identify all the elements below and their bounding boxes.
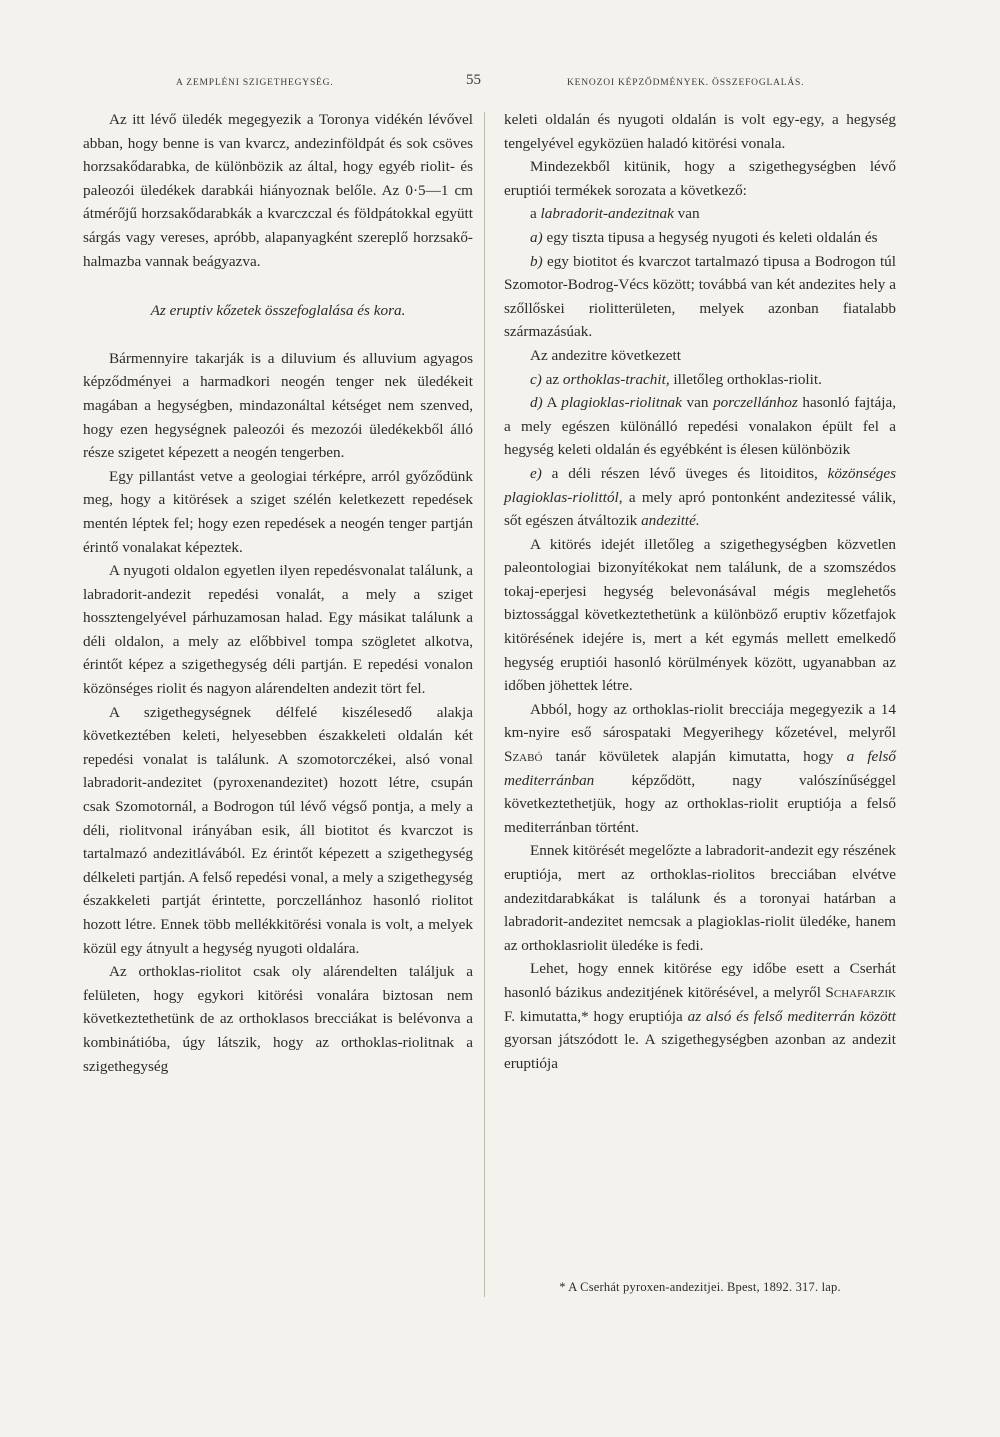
text-run: Lehet, hogy ennek kitörése egy időbe esett a Cserhát hasonló bázikus andezitjének kitörésével, a melyről	[504, 960, 896, 1001]
left-paragraph-2: Bármennyire takarják is a diluvium és alluvium agyagos képződményei a harmadkori neogén tenger nek üledékeit magában a hegységben, mindazonáltal kétséget nem szenved, hogy ezen hegységnek paleozói és mezozói üledékekből álló része szigetet képezett a neogén tengerben.	[83, 349, 473, 462]
author-name: Schafarzik	[825, 983, 896, 1001]
italic-term: az alsó és felső mediterrán között	[687, 1007, 896, 1025]
text-run: képződött, nagy valószínűséggel következtethetjük, hogy az orthoklas-riolit eruptiója a felső mediterránban történt.	[504, 771, 896, 836]
right-paragraph-7: Ennek kitörését megelőzte a labradorit-andezit egy részének eruptiója, mert az orthoklas-riolitos brecciában elvétve andezitdarabkákat is találunk és a toronyai határban a labradorit-andezitet nemcsak a plagioklas-riolit üledéke, hanem az orthoklasriolit üledéke is fedi.	[504, 842, 897, 954]
item-label: a)	[530, 228, 543, 246]
italic-term: andezitté.	[641, 512, 700, 530]
column-divider	[484, 112, 485, 1297]
item-label: d)	[530, 394, 543, 412]
text-run: gyorsan játszódott le. A szigethegységben azonban az andezit eruptiója	[504, 1031, 896, 1072]
left-paragraph-5: A szigethegységnek délfelé kiszélesedő alakja következtében keleti, helyesebben északkeleti oldalán két repedési vonalat is találunk. A szomotorczékei, alsó vonal labradorit-andezitet (pyroxenandezitet) hozott létre, csupán csak Szomotornál, a Bodrogon túl lévő végső pontja, a mely a déli, riolitvonal irányában esik, áll biotitot és kvarczot is tartalmazó andezitlávából. Ez érintőt képezett a szigethegység délkeleti partján. A felső repedési vonal, a mely a szigethegység északkeleti partját érintette, porczellánhoz hasonló riolitot hozott létre. Ennek több mellékkitörési vonala is volt, a melyek közül egy átnyult a hegység nyugoti oldalára.	[83, 703, 473, 957]
right-paragraph-4: Az andezitre következett	[530, 346, 681, 364]
list-item-e	[504, 462, 896, 533]
item-text: egy biotitot és kvarczot tartalmazó tipusa a Bodrogon túl Szomotor-Bodrog-Vécs között; továbbá van két andezites hely a szőllőskei riolitterületen, melyek azonban fiatalabb származásúak.	[504, 252, 896, 341]
left-paragraph-6: Az orthoklas-riolitot csak oly alárendelten találjuk a felületen, hogy egykori kitörési vonalára biztosan nem következtethetünk de az orthoklasos brecciákat is belévonva a kombinátióba, úgy látszik, hogy az orthoklas-riolitnak a szigethegység	[83, 963, 473, 1075]
italic-term: a felső mediterránban	[504, 748, 897, 789]
running-header	[0, 74, 1000, 94]
right-paragraph-1: keleti oldalán és nyugoti oldalán is volt egy-egy, a hegység tengelyével egyközüen haladó kitörési vonala.	[504, 111, 896, 152]
right-paragraph-2: Mindezekből kitünik, hogy a szigethegységben lévő eruptiói termékek sorozata a következő:	[504, 158, 896, 199]
item-text: illetőleg orthoklas-riolit.	[669, 370, 822, 388]
item-text: van	[681, 394, 714, 412]
list-item-d	[504, 391, 896, 462]
text-run: van	[673, 205, 700, 223]
left-column	[83, 108, 473, 1078]
author-name: Szabó	[504, 748, 543, 766]
italic-term: közönséges plagioklas-riolittól,	[504, 464, 896, 506]
text-run: F. kimutatta,* hogy eruptiója	[504, 1007, 688, 1025]
item-text: az	[541, 370, 563, 388]
text-run: Abból, hogy az orthoklas-riolit brecciája megegyezik a 14 km-nyire eső sárospataki Megyerihegy kőzetével, melyről	[504, 700, 896, 742]
page-number: 55	[466, 72, 481, 88]
item-text: a mely apró pontonként andezitessé válik, sőt egészen átváltozik	[504, 488, 896, 530]
italic-term: porczellánhoz	[713, 394, 798, 412]
item-text: a déli részen lévő üveges és litoiditos,	[541, 464, 828, 482]
right-paragraph-8	[504, 957, 896, 1075]
item-text: egy tiszta tipusa a hegység nyugoti és keleti oldalán és	[542, 228, 878, 246]
right-paragraph-3	[504, 202, 896, 226]
text-run: a	[530, 205, 541, 223]
right-paragraph-6	[504, 698, 896, 840]
footnote: * A Cserhát pyroxen-andezitjei. Bpest, 1892. 317. lap.	[559, 1280, 841, 1294]
header-left-title: A ZEMPLÉNI SZIGETHEGYSÉG.	[176, 78, 334, 88]
italic-term: plagioklas-riolitnak	[561, 394, 682, 412]
list-item-c	[504, 368, 896, 392]
header-right-title: KENOZOI KÉPZŐDMÉNYEK. ÖSSZEFOGLALÁS.	[567, 78, 805, 88]
italic-term: labradorit-andezitnak	[540, 205, 674, 223]
right-column	[504, 108, 896, 1075]
item-text: A	[542, 394, 562, 412]
list-item-a	[504, 226, 896, 250]
left-paragraph-4: A nyugoti oldalon egyetlen ilyen repedésvonalat találunk, a labradorit-andezit repedési vonalát, a mely a sziget hossztengelyével párhuzamosan halad. Egy másikat találunk a déli oldalon, a mely az előbbivel tompa szögletet alkotva, érintőt képez a szigethegység déli partján. E repedési vonalon közönséges riolit és nagyon alárendelten andezit tört fel.	[83, 562, 473, 698]
item-label: b)	[530, 252, 543, 270]
item-text: hasonló fajtája, a mely egészen különálló repedési vonalakon épült fel a hegység keleti oldalán és egyébként is élesen különbözik	[504, 394, 896, 459]
italic-term: orthoklas-trachit,	[562, 370, 670, 388]
list-item-b	[504, 250, 896, 344]
left-paragraph-1: Az itt lévő üledék megegyezik a Toronya vidékén lévővel abban, hogy benne is van kvarcz, andezinföldpát és sok csöves horzsakődarabka, de különbözik az által, hogy egyéb riolit- és paleozói üledékek darabkái hiányoznak belőle. Az 0·5—1 cm átmérőjű horzsakődarabkák a kvarczczal és földpátokkal együtt sárgás vagy vereses, apróbb, alapanyagként szereplő horzsakő-halmazba vannak beágyazva.	[83, 111, 473, 270]
text-run: tanár kövületek alapján kimutatta, hogy	[542, 748, 847, 766]
item-label: e)	[530, 464, 542, 482]
section-title: Az eruptiv kőzetek összefoglalása és kora.	[150, 302, 406, 320]
item-label: c)	[530, 370, 542, 388]
right-paragraph-5: A kitörés idejét illetőleg a szigethegységben közvetlen paleontologiai bizonyítékokat nem találunk, de a szomszédos tokaj-eperjesi hegység belevonásával mégis meglehetős biztossággal következtethetünk a különböző eruptiv kőzetfajok kitörésének idejére is, mert a két egymás mellett emelkedő hegység eruptiói hasonló körülmények között, ugyanabban az időben jöhettek létre.	[504, 535, 896, 695]
left-paragraph-3: Egy pillantást vetve a geologiai térképre, arról győződünk meg, hogy a kitörések a sziget szélén keletkezett repedések mentén léptek fel; hogy ezen repedések a neogén tenger partján érintő vonalakat képeztek.	[83, 467, 473, 556]
